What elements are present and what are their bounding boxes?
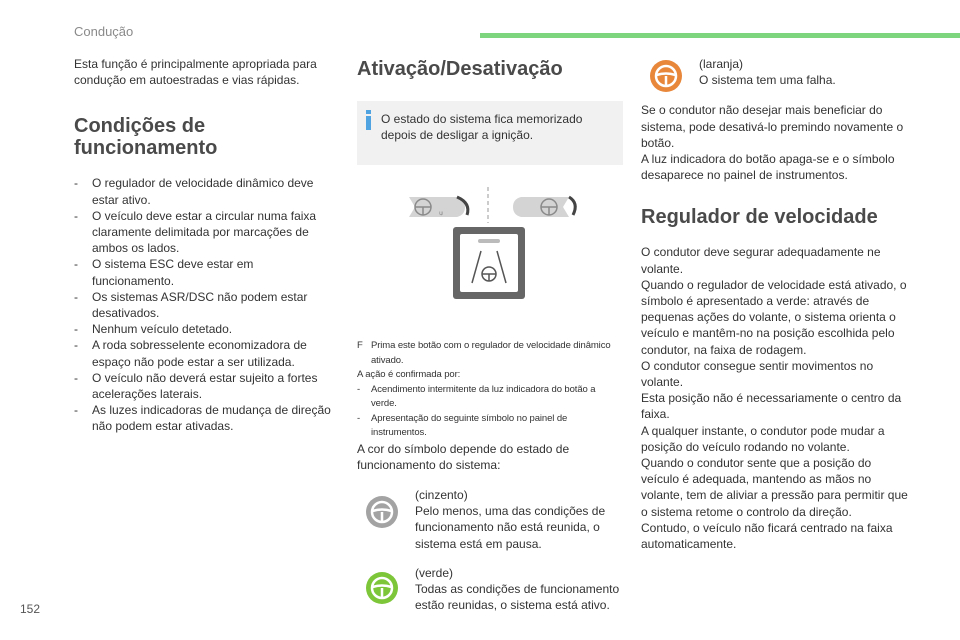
heading-operating-conditions xyxy=(74,115,336,159)
svg-text:⍦: ⍦ xyxy=(439,209,444,217)
info-icon xyxy=(366,110,371,130)
confirm-item: - Acendimento intermitente da luz indicadora do botão a verde. xyxy=(357,383,596,409)
instruction-step: F Prima este botão com o regulador de velocidade dinâmico ativado. xyxy=(357,340,611,366)
deactivate-paragraph: A luz indicadora do botão apaga-se e o símbolo desaparece no painel de instrumentos. xyxy=(641,152,895,183)
paragraph: Quando o condutor sente que a posição do veículo é adequada, mantendo as mãos no volante, tem de aliviar a pressão para permitir que o sistema retome o controlo da direção. xyxy=(641,456,908,519)
heading-speed-regulator: Regulador de velocidade xyxy=(641,206,878,229)
list-item: - Os sistemas ASR/DSC não podem estar desativados. xyxy=(74,289,336,321)
heading-line-2: funcionamento xyxy=(74,137,218,160)
list-item: - O veículo deve estar a circular numa faixa claramente delimitada por marcações de ambos os lados. xyxy=(74,208,336,257)
page-number: 152 xyxy=(20,602,41,616)
paragraph: O condutor deve segurar adequadamente ne volante. xyxy=(641,245,881,276)
state-grey xyxy=(357,487,623,552)
state-text: O sistema tem uma falha. xyxy=(699,73,836,88)
step-marker: F xyxy=(357,340,363,351)
steering-wheel-grey-icon xyxy=(366,496,398,528)
button-illustration xyxy=(357,175,623,345)
paragraph: Esta posição não é necessariamente o centro da faixa. xyxy=(641,391,902,422)
state-text: Pelo menos, uma das condições de funcionamento não está reunida, o sistema está em pausa. xyxy=(415,504,606,551)
list-item: - A roda sobresselente economizadora de espaço não pode estar a ser utilizada. xyxy=(74,337,336,369)
state-text: Todas as condições de funcionamento estão reunidas, o sistema está ativo. xyxy=(415,581,620,613)
confirm-text: A ação é confirmada por: xyxy=(357,369,461,380)
paragraph: Quando o regulador de velocidade está ativado, o símbolo é apresentado a verde: através de pequenas ações do volante, o sistema orienta o veículo e mantêm-no na posição escolhida pelo condutor, na faixa de rodagem. xyxy=(641,277,907,357)
instruction-block xyxy=(357,339,623,441)
intro-paragraph: Esta função é principalmente apropriada para condução em autoestradas e vias rápidas. xyxy=(74,57,317,88)
info-note xyxy=(357,101,623,165)
state-green xyxy=(357,565,623,614)
column-left xyxy=(74,56,336,435)
list-item: - O veículo não deverá estar sujeito a fortes acelerações laterais. xyxy=(74,370,336,402)
steering-controls-illustration xyxy=(357,175,623,345)
column-middle xyxy=(357,56,623,613)
list-item: - Nenhum veículo detetado. xyxy=(74,321,336,337)
list-item: - O sistema ESC deve estar em funcionamento. xyxy=(74,256,336,288)
state-orange xyxy=(641,56,911,88)
steering-wheel-orange-icon xyxy=(650,60,682,92)
info-note-text: O estado do sistema fica memorizado depois de desligar a ignição. xyxy=(381,112,583,143)
state-name: (laranja) xyxy=(699,57,744,71)
steering-wheel-green-icon xyxy=(366,572,398,604)
confirm-item: - Apresentação do seguinte símbolo no painel de instrumentos. xyxy=(357,412,568,438)
heading-line-1: Condições de xyxy=(74,115,206,138)
section-title: Condução xyxy=(74,24,134,39)
section-color-bar xyxy=(480,33,960,38)
column-right xyxy=(641,56,911,552)
list-item: - As luzes indicadoras de mudança de direção não podem estar ativadas. xyxy=(74,402,336,434)
paragraph: Contudo, o veículo não ficará centrado na faixa automaticamente. xyxy=(641,520,893,552)
paragraph: A qualquer instante, o condutor pode mudar a posição do veículo rodando no volante. xyxy=(641,423,885,454)
heading-activation: Ativação/Desativação xyxy=(357,58,563,80)
speed-regulator-body xyxy=(641,244,911,552)
state-name: (verde) xyxy=(415,565,454,580)
state-name: (cinzento) xyxy=(415,487,468,502)
colors-intro: A cor do símbolo depende do estado de funcionamento do sistema: xyxy=(357,441,570,472)
deactivate-paragraph: Se o condutor não desejar mais beneficiar do sistema, pode desativá-lo premindo novamente o botão. xyxy=(641,103,904,150)
conditions-list xyxy=(74,175,336,434)
paragraph: O condutor consegue sentir movimentos no volante. xyxy=(641,358,874,390)
list-item: - O regulador de velocidade dinâmico deve estar ativo. xyxy=(74,175,336,207)
